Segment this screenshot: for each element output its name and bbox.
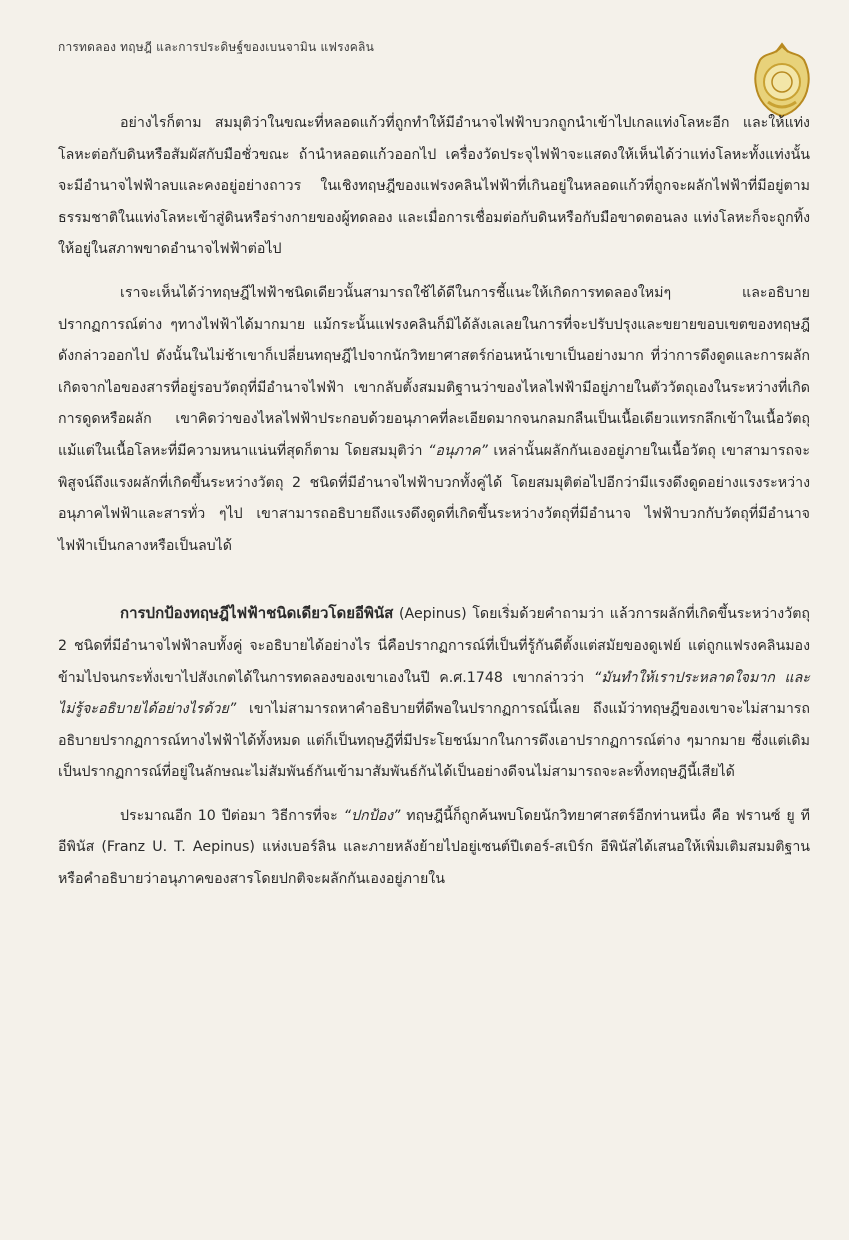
paragraph-3-text: (Aepinus) โดยเริ่มด้วยคำถามว่า แล้วการผลักที่เกิดขึ้นระหว่างวัตถุ 2 ชนิดที่มีอำนาจไฟฟ้าลบทั้งคู่ จะอธิบายได้อย่างไร นี่คือปรากฏการณ์ที่เป็นที่รู้กันดีตั้งแต่สมัยของดูเฟย์ แต่ถูกแฟรงคลินมองข้ามไปจนกระทั่งเขาไปสังเกตได้ในการทดลองของเขาเองในปี ค.ศ.1748 เขากล่าวว่า xyxy=(58,606,810,686)
paragraph-2-text: เราจะเห็นได้ว่าทฤษฎีไฟฟ้าชนิดเดียวนั้นสามารถใช้ได้ดีในการชี้แนะให้เกิดการทดลองใหม่ๆ และอธิบายปรากฏการณ์ต่าง ๆทางไฟฟ้าได้มากมาย แม้กระนั้นแฟรงคลินก็มิได้ลังเลเลยในการที่จะปรับปรุงและขยายขอบเขตของทฤษฎีดังกล่าวออกไป ดังนั้นในไม่ช้าเขาก็เปลี่ยนทฤษฎีไปจากนักวิทยาศาสตร์ก่อนหน้าเขาเป็นอย่างมาก ที่ว่าการดึงดูดและการผลักเกิดจากไอของสารที่อยู่รอบวัตถุที่มีอำนาจไฟฟ้า เขากลับตั้งสมมติฐานว่าของไหลไฟฟ้ามีอยู่ภายในตัววัตถุเองในระหว่างที่เกิดการดูดหรือผลัก เขาคิดว่าของไหลไฟฟ้าประกอบด้วยอนุภาคที่ละเอียดมากจนกลมกลืนเป็นเนื้อเดียวแทรกลึกเข้าในเนื้อวัตถุ แม้แต่ในเนื้อโลหะที่มีความหนาแน่นที่สุดก็ตาม โดยสมมุติว่า xyxy=(58,284,810,459)
franklin-quote: “มันทำให้เราประหลาดใจมาก และไม่รู้จะอธิบายได้อย่างไรด้วย” xyxy=(58,669,810,718)
paragraph-2 xyxy=(58,278,810,562)
paragraph-4-text: ประมาณอีก 10 ปีต่อมา วิธีการที่จะ xyxy=(120,807,344,824)
paragraph-3 xyxy=(58,598,810,789)
paragraph-4 xyxy=(58,801,810,896)
paragraph-1-text: อย่างไรก็ตาม สมมุติว่าในขณะที่หลอดแก้วที่ถูกทำให้มีอำนาจไฟฟ้าบวกถูกนำเข้าไปเกลแท่งโลหะอีก และให้แท่งโลหะต่อกับดินหรือสัมผัสกับมือชั่วขณะ ถ้านำหลอดแก้วออกไป เครื่องวัดประจุไฟฟ้าจะแสดงให้เห็นได้ว่าแท่งโลหะทั้งแท่งนั้นจะมีอำนาจไฟฟ้าลบและคงอยู่อย่างถาวร ในเชิงทฤษฎีของแฟรงคลินไฟฟ้าที่เกินอยู่ในหลอดแก้วที่ถูกจะผลักไฟฟ้าที่มีอยู่ตามธรรมชาติในแท่งโลหะเข้าสู่ดินหรือร่างกายของผู้ทดลอง และเมื่อการเชื่อมต่อกับดินหรือกับมือขาดตอนลง แท่งโลหะก็จะถูกทิ้งให้อยู่ในสภาพขาดอำนาจไฟฟ้าต่อไป xyxy=(58,115,810,258)
paragraph-1 xyxy=(58,108,810,266)
term-particle: “อนุภาค” xyxy=(428,442,488,459)
paragraph-4-text-after: ทฤษฎีนี้ก็ถูกค้นพบโดยนักวิทยาศาสตร์อีกท่านหนึ่ง คือ ฟรานซ์ ยู ที อีพินัส (Franz U. T. Aepinus) แห่งเบอร์ลิน และภายหลังย้ายไปอยู่เซนต์ปีเตอร์-สเบิร์ก อีพินัสได้เสนอให้เพิ่มเติมสมมติฐานหรือคำอธิบายว่าอนุภาคของสารโดยปกติจะผลักกันเองอยู่ภายใน xyxy=(58,807,810,888)
running-header: การทดลอง ทฤษฎี และการประดิษฐ์ของเบนจามิน แฟรงคลิน xyxy=(58,40,374,54)
document-body xyxy=(58,108,810,896)
section-heading: การปกป้องทฤษฎีไฟฟ้าชนิดเดียวโดยอีพินัส xyxy=(120,604,394,623)
term-protect: “ปกป้อง” xyxy=(343,807,401,824)
paragraph-3-text-after: เขาไม่สามารถหาคำอธิบายที่ดีพอในปรากฏการณ์นี้เลย ถึงแม้ว่าทฤษฎีของเขาจะไม่สามารถอธิบายปรากฏการณ์ทางไฟฟ้าได้ทั้งหมด แต่ก็เป็นทฤษฎีที่มีประโยชน์มากในการดึงเอาปรากฏการณ์ต่าง ๆมากมาย ซึ่งแต่เดิมเป็นปรากฏการณ์ที่อยู่ในลักษณะไม่สัมพันธ์กันเข้ามาสัมพันธ์กันได้เป็นอย่างดีจนไม่สามารถจะละทิ้งทฤษฎีนี้เสียได้ xyxy=(58,701,810,781)
paragraph-2-text-after: เหล่านั้นผลักกันเองอยู่ภายในเนื้อวัตถุ เขาสามารถจะพิสูจน์ถึงแรงผลักที่เกิดขึ้นระหว่างวัตถุ 2 ชนิดที่มีอำนาจไฟฟ้าบวกทั้งคู่ได้ โดยสมมุติต่อไปอีกว่ามีแรงดึงดูดอย่างแรงระหว่างอนุภาคไฟฟ้าและสารทั่ว ๆไป เขาสามารถอธิบายถึงแรงดึงดูดที่เกิดขึ้นระหว่างวัตถุที่มีอำนาจ ไฟฟ้าบวกกับวัตถุที่มีอำนาจไฟฟ้าเป็นกลางหรือเป็นลบได้ xyxy=(58,442,810,554)
